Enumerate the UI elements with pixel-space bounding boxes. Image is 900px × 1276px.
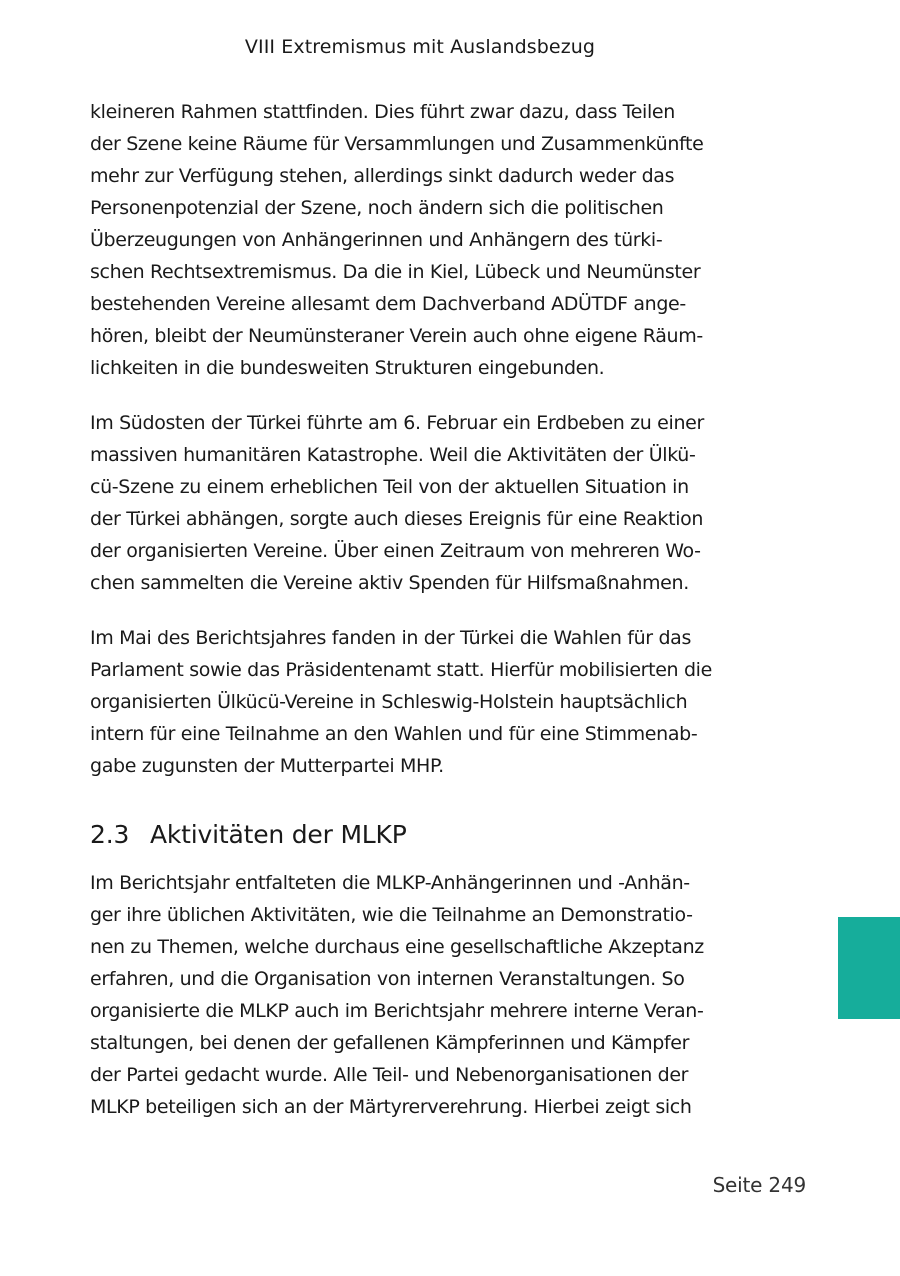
text-line: organisierte die MLKP auch im Berichtsjahr mehrere interne Veran- xyxy=(90,1000,704,1022)
text-line: gabe zugunsten der Mutterpartei MHP. xyxy=(90,755,444,777)
paragraph-elections xyxy=(90,622,740,782)
text-line: organisierten Ülkücü-Vereine in Schleswig-Holstein hauptsächlich xyxy=(90,691,688,713)
paragraph-earthquake xyxy=(90,407,740,599)
text-line: Personenpotenzial der Szene, noch ändern sich die politischen xyxy=(90,197,664,219)
text-line: schen Rechtsextremismus. Da die in Kiel, Lübeck und Neumünster xyxy=(90,261,701,283)
section-heading xyxy=(90,817,740,853)
text-line: nen zu Themen, welche durchaus eine gesellschaftliche Akzeptanz xyxy=(90,936,704,958)
text-line: Im Mai des Berichtsjahres fanden in der Türkei die Wahlen für das xyxy=(90,627,691,649)
text-line: mehr zur Verfügung stehen, allerdings sinkt dadurch weder das xyxy=(90,165,675,187)
text-line: massiven humanitären Katastrophe. Weil die Aktivitäten der Ülkü- xyxy=(90,444,696,466)
text-line: Parlament sowie das Präsidentenamt statt. Hierfür mobilisierten die xyxy=(90,659,712,681)
text-line: der Türkei abhängen, sorgte auch dieses Ereignis für eine Reaktion xyxy=(90,508,704,530)
text-line: der organisierten Vereine. Über einen Zeitraum von mehreren Wo- xyxy=(90,540,701,562)
chapter-marker-tab xyxy=(838,917,900,1019)
page-number: Seite 249 xyxy=(712,1173,806,1197)
paragraph-scene-rooms xyxy=(90,96,740,384)
page-body xyxy=(90,96,740,1146)
text-line: der Partei gedacht wurde. Alle Teil- und Nebenorganisationen der xyxy=(90,1064,689,1086)
text-line: intern für eine Teilnahme an den Wahlen und für eine Stimmenab- xyxy=(90,723,698,745)
text-line: Im Berichtsjahr entfalteten die MLKP-Anhängerinnen und -Anhän- xyxy=(90,872,690,894)
section-number: 2.3 xyxy=(90,820,130,849)
section-title: Aktivitäten der MLKP xyxy=(150,820,407,849)
text-line: lichkeiten in die bundesweiten Strukturen eingebunden. xyxy=(90,357,605,379)
text-line: der Szene keine Räume für Versammlungen und Zusammenkünfte xyxy=(90,133,704,155)
text-line: cü-Szene zu einem erheblichen Teil von der aktuellen Situation in xyxy=(90,476,689,498)
running-header: VIII Extremismus mit Auslandsbezug xyxy=(244,36,596,58)
text-line: staltungen, bei denen der gefallenen Kämpferinnen und Kämpfer xyxy=(90,1032,690,1054)
text-line: hören, bleibt der Neumünsteraner Verein auch ohne eigene Räum- xyxy=(90,325,703,347)
text-line: ger ihre üblichen Aktivitäten, wie die Teilnahme an Demonstratio- xyxy=(90,904,693,926)
text-line: MLKP beteiligen sich an der Märtyrerverehrung. Hierbei zeigt sich xyxy=(90,1096,692,1118)
text-line: kleineren Rahmen stattfinden. Dies führt zwar dazu, dass Teilen xyxy=(90,101,675,123)
text-line: Überzeugungen von Anhängerinnen und Anhängern des türki- xyxy=(90,229,663,251)
text-line: Im Südosten der Türkei führte am 6. Februar ein Erdbeben zu einer xyxy=(90,412,704,434)
text-line: chen sammelten die Vereine aktiv Spenden für Hilfsmaßnahmen. xyxy=(90,572,689,594)
paragraph-mlkp-activities xyxy=(90,867,740,1123)
text-line: erfahren, und die Organisation von internen Veranstaltungen. So xyxy=(90,968,685,990)
text-line: bestehenden Vereine allesamt dem Dachverband ADÜTDF ange- xyxy=(90,293,686,315)
